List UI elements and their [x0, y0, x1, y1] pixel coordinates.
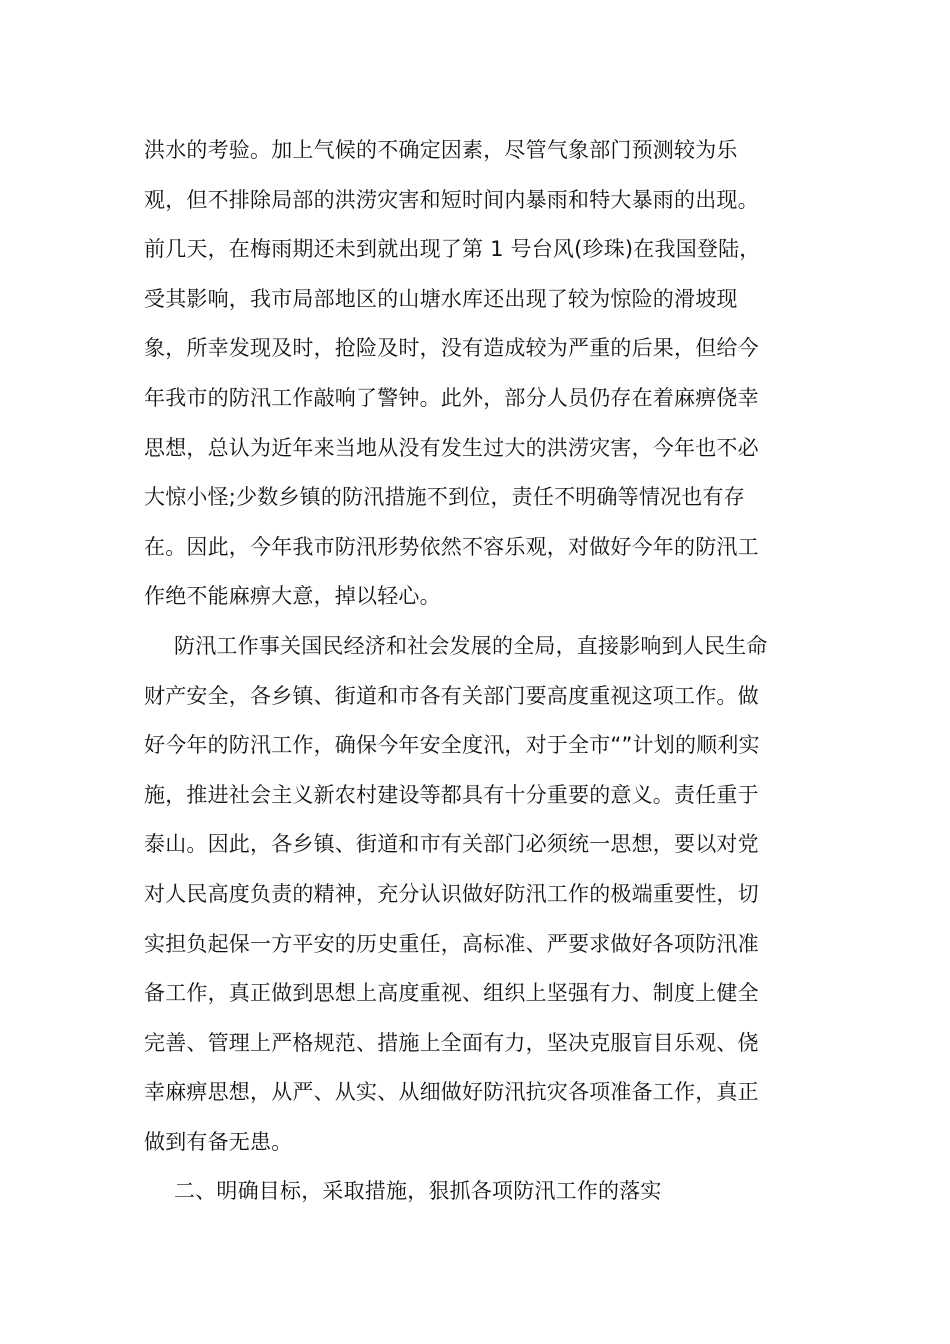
- text-line: 施，推进社会主义新农村建设等都具有十分重要的意义。责任重于: [144, 782, 759, 807]
- text-line: 作绝不能麻痹大意，掉以轻心。: [144, 584, 441, 609]
- text-line: 泰山。因此，各乡镇、街道和市有关部门必须统一思想，要以对党: [144, 832, 759, 857]
- text-line: 年我市的防汛工作敲响了警钟。此外，部分人员仍存在着麻痹侥幸: [144, 385, 759, 410]
- text-line: 完善、管理上严格规范、措施上全面有力，坚决克服盲目乐观、侥: [144, 1030, 759, 1055]
- text-line: 洪水的考验。加上气候的不确定因素，尽管气象部门预测较为乐: [144, 138, 738, 162]
- text-line: 好今年的防汛工作，确保今年安全度汛，对于全市“”计划的顺利实: [144, 733, 760, 758]
- text-line: 对人民高度负责的精神，充分认识做好防汛工作的极端重要性，切: [144, 881, 759, 906]
- text-line: 幸麻痹思想，从严、从实、从细做好防汛抗灾各项准备工作，真正: [144, 1080, 759, 1105]
- paragraph-start-line: 防汛工作事关国民经济和社会发展的全局，直接影响到人民生命: [174, 633, 768, 658]
- text-line: 象，所幸发现及时，抢险及时，没有造成较为严重的后果，但给今: [144, 336, 759, 361]
- body-text: [144, 126, 814, 1217]
- text-line: 备工作，真正做到思想上高度重视、组织上坚强有力、制度上健全: [144, 981, 759, 1006]
- section-heading: 二、明确目标，采取措施，狠抓各项防汛工作的落实: [174, 1179, 662, 1204]
- text-line: 思想，总认为近年来当地从没有发生过大的洪涝灾害，今年也不必: [144, 435, 759, 460]
- text-line: 在。因此，今年我市防汛形势依然不容乐观，对做好今年的防汛工: [144, 534, 759, 559]
- text-line: 做到有备无患。: [144, 1129, 293, 1154]
- text-line: 大惊小怪;少数乡镇的防汛措施不到位，责任不明确等情况也有存: [144, 485, 745, 510]
- text-line: 观，但不排除局部的洪涝灾害和短时间内暴雨和特大暴雨的出现。: [144, 187, 759, 212]
- text-line: 受其影响，我市局部地区的山塘水库还出现了较为惊险的滑坡现: [144, 286, 738, 311]
- text-line: 实担负起保一方平安的历史重任，高标准、严要求做好各项防汛准: [144, 931, 759, 956]
- text-line: 财产安全，各乡镇、街道和市各有关部门要高度重视这项工作。做: [144, 683, 759, 708]
- text-line: 前几天，在梅雨期还未到就出现了第 1 号台风(珍珠)在我国登陆，: [144, 237, 761, 262]
